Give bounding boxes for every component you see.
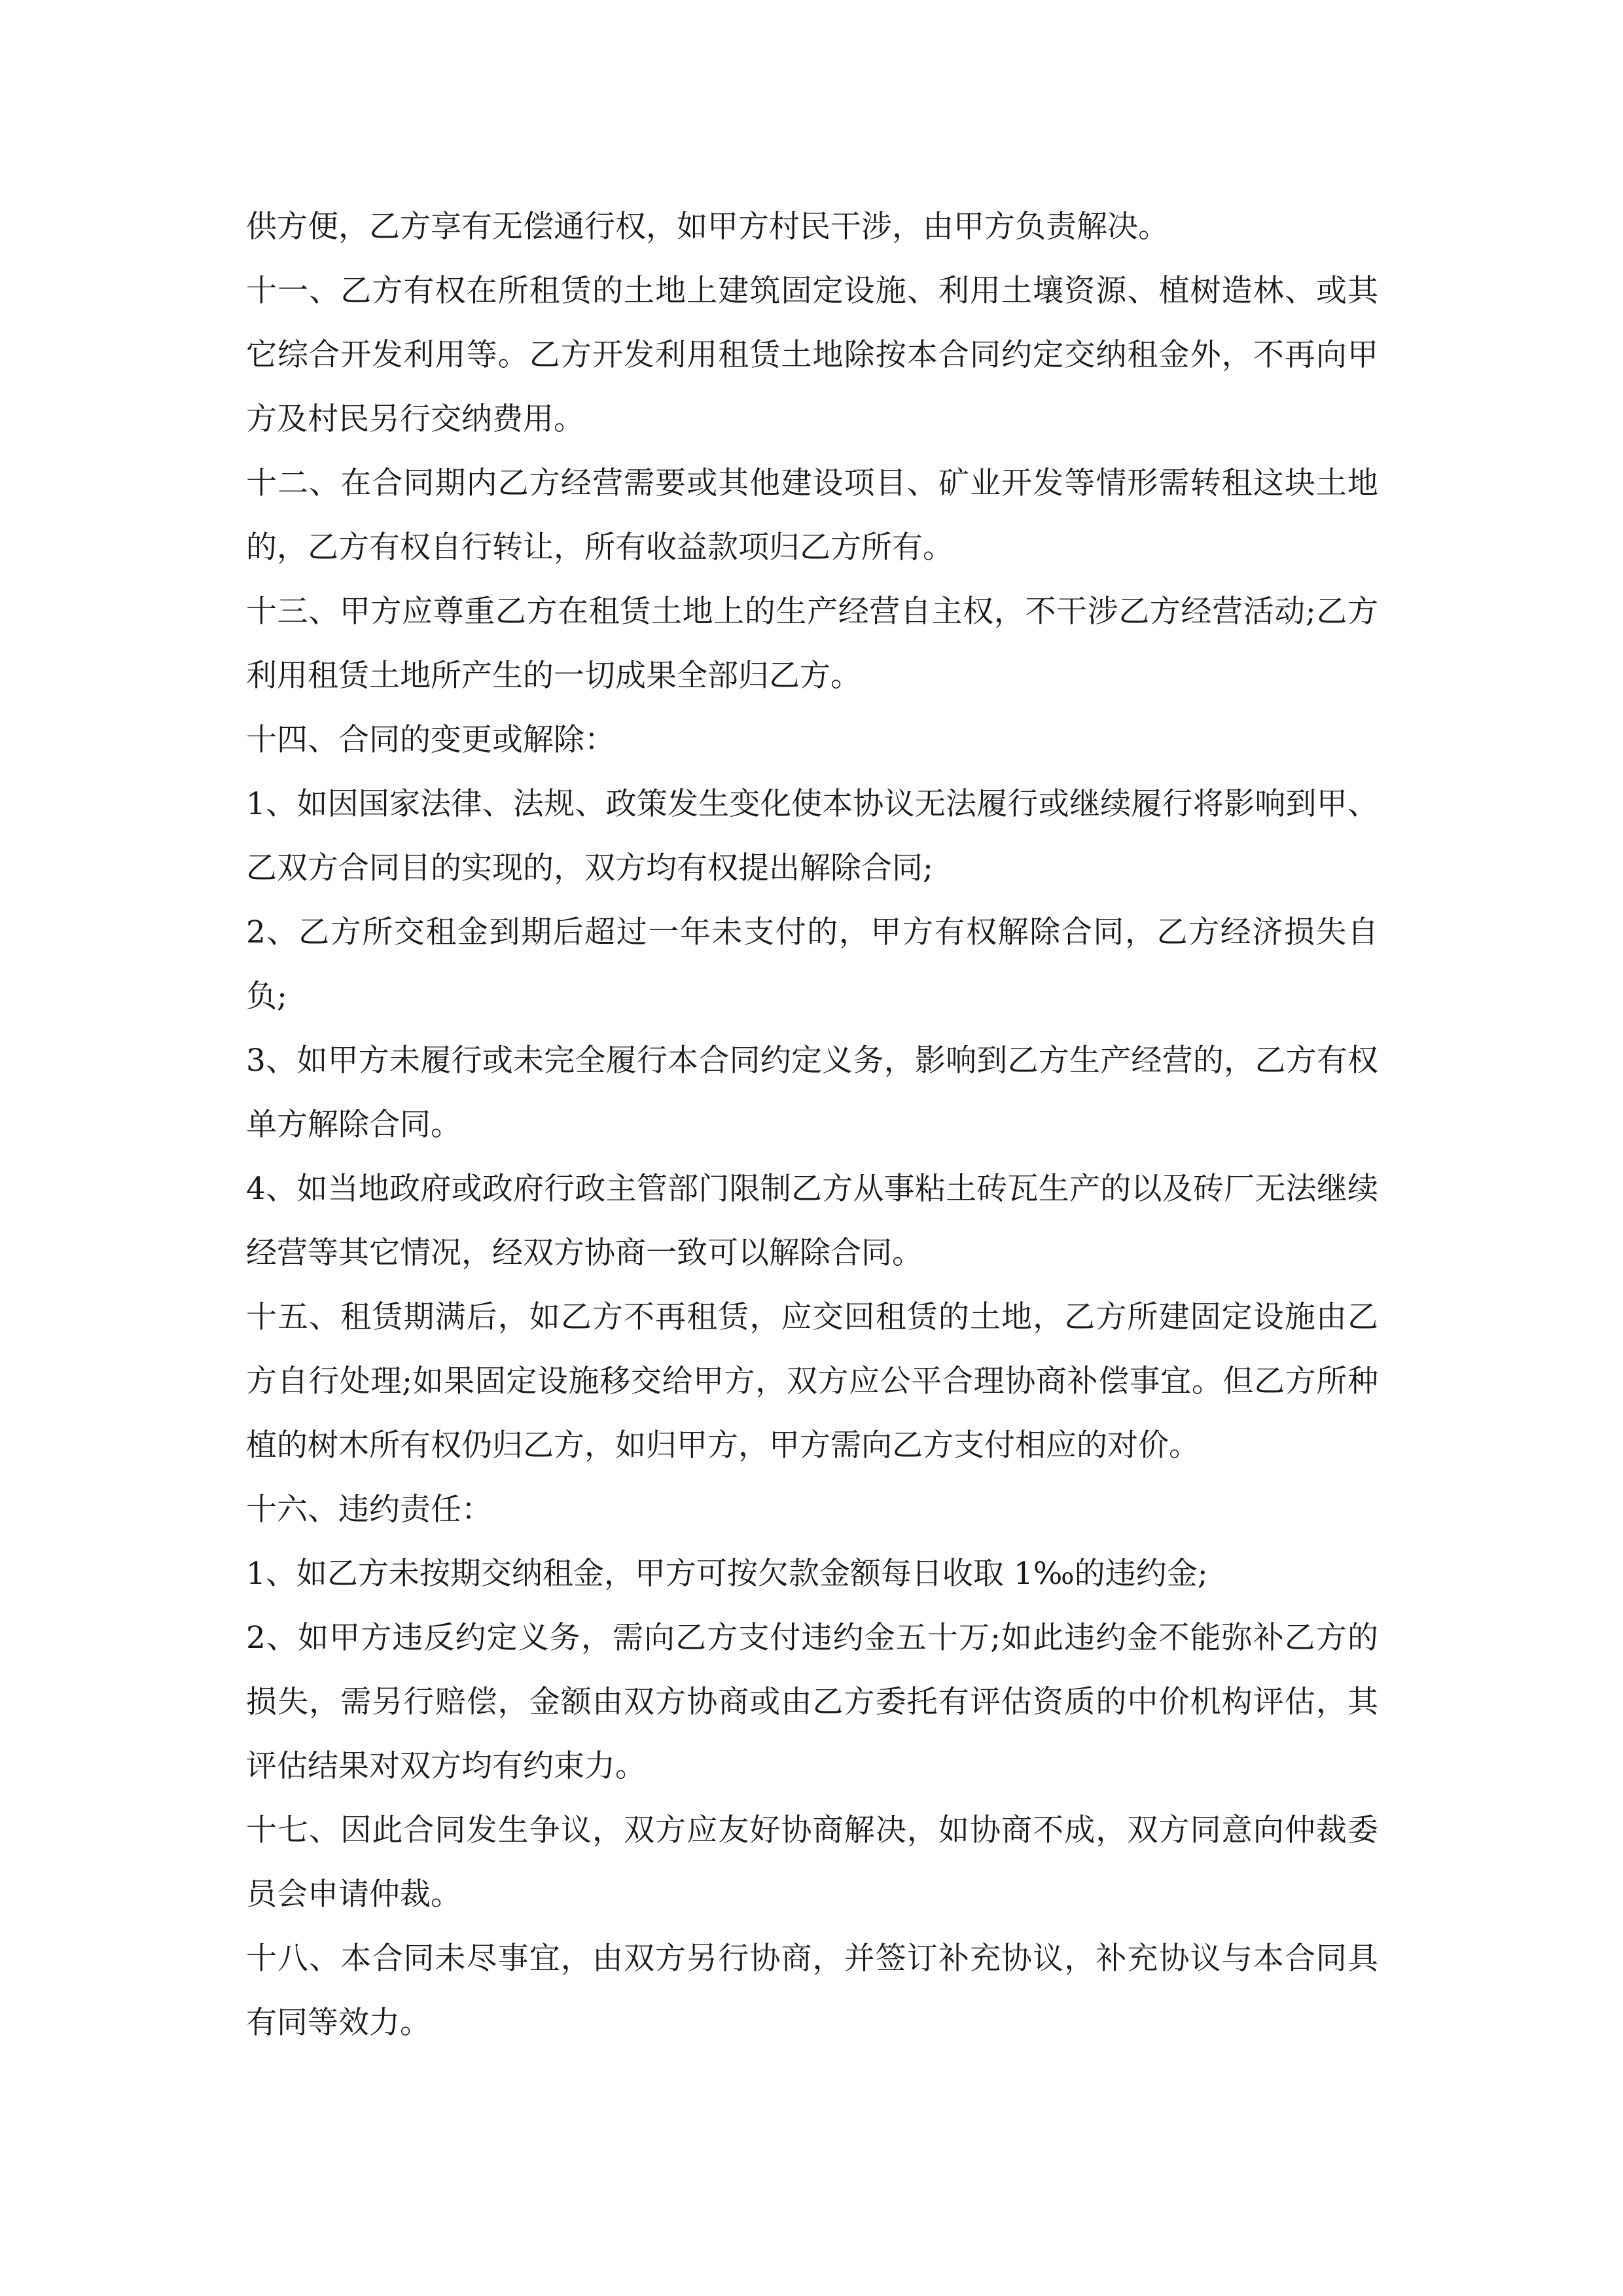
paragraph-clause-16-item-1: 1、如乙方未按期交纳租金，甲方可按欠款金额每日收取 1‰的违约金;: [246, 1556, 1208, 1592]
paragraph-clause-16-heading: 十六、违约责任：: [246, 1492, 492, 1528]
paragraph-clause-15: 十五、租赁期满后，如乙方不再租赁，应交回租赁的土地，乙方所建固定设施由乙方自行处理;如果固定设施移交给甲方，双方应公平合理协商补偿事宜。但乙方所种植的树木所有权仍归乙方，如归甲方，甲方需向乙方支付相应的对价。: [246, 1299, 1378, 1463]
paragraph-clause-18: 十八、本合同未尽事宜，由双方另行协商，并签订补充协议，补充协议与本合同具有同等效力。: [246, 1941, 1378, 2041]
paragraph-clause-11: 十一、乙方有权在所租赁的土地上建筑固定设施、利用土壤资源、植树造林、或其它综合开发利用等。乙方开发利用租赁土地除按本合同约定交纳租金外，不再向甲方及村民另行交纳费用。: [246, 273, 1378, 437]
document-body: [246, 195, 1378, 2055]
paragraph-clause-17: 十七、因此合同发生争议，双方应友好协商解决，如协商不成，双方同意向仲裁委员会申请仲裁。: [246, 1812, 1378, 1912]
paragraph-clause-14-heading: 十四、合同的变更或解除：: [246, 722, 615, 758]
paragraph-continuation: 供方便，乙方享有无偿通行权，如甲方村民干涉，由甲方负责解决。: [246, 209, 1169, 245]
paragraph-clause-12: 十二、在合同期内乙方经营需要或其他建设项目、矿业开发等情形需转租这块土地的，乙方有权自行转让，所有收益款项归乙方所有。: [246, 465, 1378, 565]
paragraph-clause-16-item-2: 2、如甲方违反约定义务，需向乙方支付违约金五十万;如此违约金不能弥补乙方的损失，需另行赔偿，金额由双方协商或由乙方委托有评估资质的中价机构评估，其评估结果对双方均有约束力。: [246, 1620, 1378, 1784]
paragraph-clause-14-item-2: 2、乙方所交租金到期后超过一年未支付的，甲方有权解除合同，乙方经济损失自负;: [246, 914, 1378, 1014]
paragraph-clause-14-item-4: 4、如当地政府或政府行政主管部门限制乙方从事粘土砖瓦生产的以及砖厂无法继续经营等其它情况，经双方协商一致可以解除合同。: [246, 1171, 1378, 1271]
paragraph-clause-14-item-3: 3、如甲方未履行或未完全履行本合同约定义务，影响到乙方生产经营的，乙方有权单方解除合同。: [246, 1043, 1378, 1143]
paragraph-clause-14-item-1: 1、如因国家法律、法规、政策发生变化使本协议无法履行或继续履行将影响到甲、乙双方合同目的实现的，双方均有权提出解除合同;: [246, 786, 1378, 886]
paragraph-clause-13: 十三、甲方应尊重乙方在租赁土地上的生产经营自主权，不干涉乙方经营活动;乙方利用租赁土地所产生的一切成果全部归乙方。: [246, 594, 1378, 694]
